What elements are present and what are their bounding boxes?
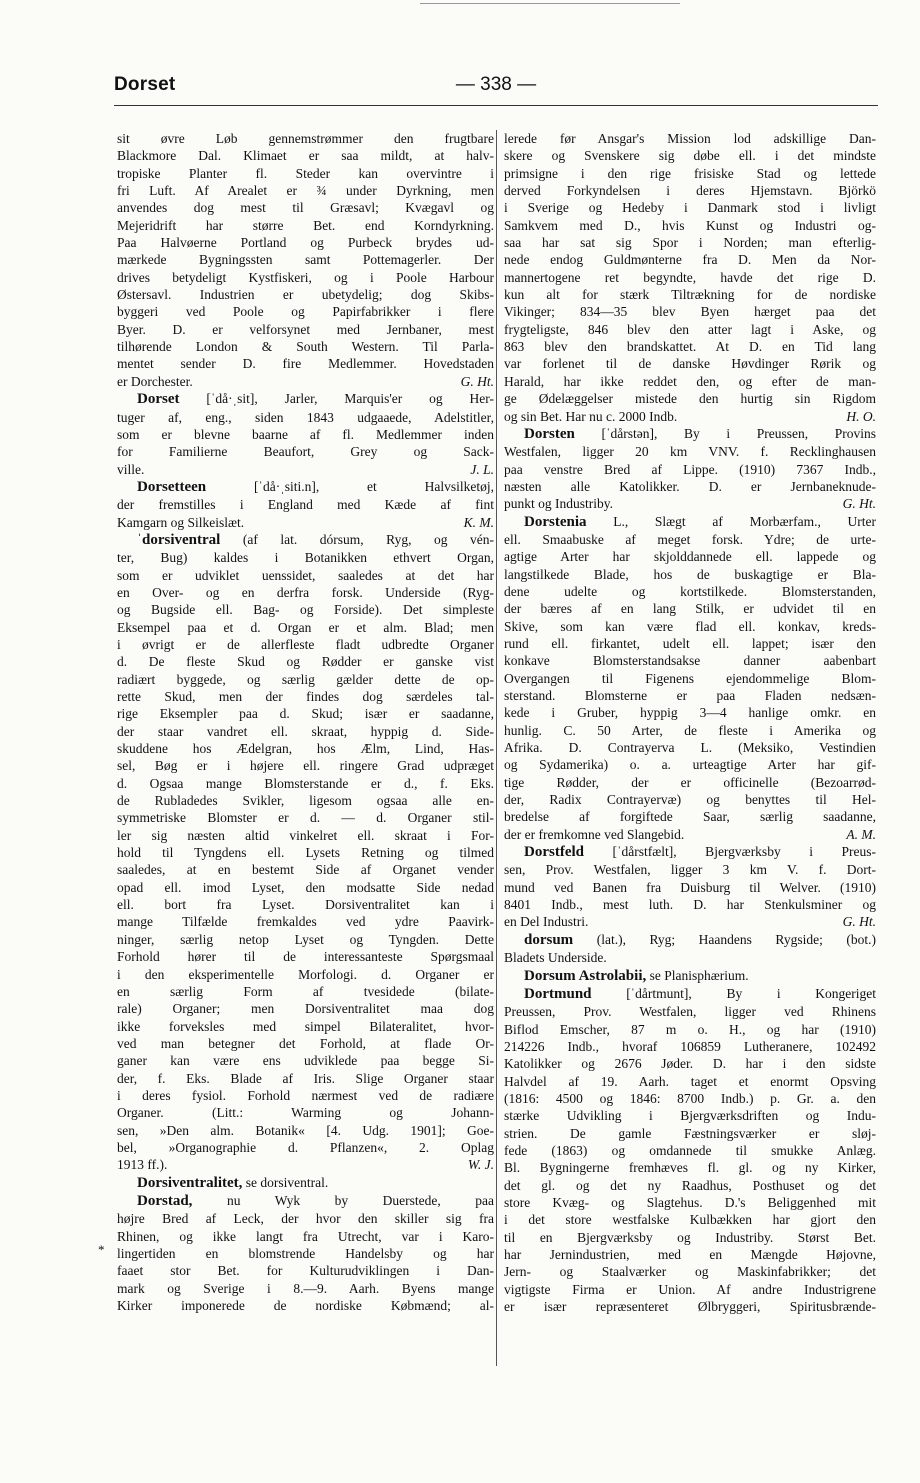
text-line: langstilkede Blade, hos de buskagtige er Bla- xyxy=(504,566,876,582)
entry-dortmund xyxy=(504,985,876,1316)
text-line: ell. Smaabuske af meget forsk. Ydre; de urte- xyxy=(504,531,876,547)
top-edge-line xyxy=(420,3,680,4)
text-line: Paa Halvøerne Portland og Purbeck brydes ud- xyxy=(117,235,494,251)
text-line: Eksempel paa et d. Organ er et alm. Blad; men xyxy=(117,619,494,635)
text-line: til en Bjergværksby og Industriby. Størst Bet. xyxy=(504,1229,876,1245)
text-line: byggeri ved Poole og Papirfabrikker i flere xyxy=(117,304,494,320)
text-line: 214226 Indb., hvoraf 106859 Lutheranere, 102492 xyxy=(504,1038,876,1054)
entry-line: der fremstilles i England med Kæde af fint xyxy=(117,497,494,513)
text-line: 8401 Indb., mest luth. D. har Stenkulsminer og xyxy=(504,897,876,913)
text-line: saaledes, at en bestemt Side af Organet vender xyxy=(117,862,494,878)
entry-dorsetteen xyxy=(117,478,494,531)
entry-last-line xyxy=(504,826,876,843)
column-divider xyxy=(496,130,497,1366)
text-line: Harald, har ikke reddet den, og efter de man- xyxy=(504,373,876,389)
entry-text: en Del Industri. xyxy=(504,914,589,930)
text-line: ler sig næsten altid vinkelret ell. skraat i For- xyxy=(117,827,494,843)
text-line: opad ell. imod Lyset, den modsatte Side nedad xyxy=(117,879,494,895)
text-line: 863 blev den brandskattet. At D. en Tid lang xyxy=(504,339,876,355)
right-column xyxy=(504,130,876,1315)
text-line: som er udviklet uenssidet, saaledes at det har xyxy=(117,567,494,583)
entry-text: der er fremkomne ved Slangebid. xyxy=(504,826,685,842)
headword: Dorstad, xyxy=(137,1192,193,1209)
headword: Dorsum Astrolabii, xyxy=(524,967,647,984)
text-line: i deres fysiol. Forhold nærmest ved de radiære xyxy=(117,1087,494,1103)
text-line: ell. bort fra Lyset. Dorsiventralitet kan i xyxy=(117,897,494,913)
text-line: sen, »Den alm. Botanik« [4. Udg. 1901]; Goe- xyxy=(117,1122,494,1138)
text-line: tige Rødder, der er officinelle (Bezoarrød- xyxy=(504,774,876,790)
text-line: agtige Arter har skjolddannede ell. lappede og xyxy=(504,549,876,565)
text-line: rige Eksempler paa d. Skud; især er saadanne, xyxy=(117,706,494,722)
entry-body xyxy=(504,443,876,495)
signed-line xyxy=(504,408,876,425)
entry-first-line xyxy=(504,931,876,949)
text-line: frygteligste, 846 blev den atter lagt i Aske, og xyxy=(504,321,876,337)
entry-dorset xyxy=(117,390,494,478)
author-signature: A. M. xyxy=(846,826,876,842)
text-line: og Bugside ell. Bag- og Forside). Det simpleste xyxy=(117,602,494,618)
entry-first-line xyxy=(117,478,494,496)
text-line: Overgangen til Figenens ejendommelige Blom- xyxy=(504,670,876,686)
entry-dorsten xyxy=(504,425,876,513)
entry-dorstfeld xyxy=(504,843,876,931)
text-line: saa har sat sig Spor i Norden; man efterlig- xyxy=(504,235,876,251)
text-line: rund ell. firkantet, udelt ell. lappet; især den xyxy=(504,635,876,651)
text-line: der bæres af en lang Stilk, er udvidet til en xyxy=(504,601,876,617)
entry-text: [ˈdårstən], By i Preussen, Provins xyxy=(601,425,876,441)
text-line: lerede før Ansgar's Mission lod adskillige Dan- xyxy=(504,131,876,146)
author-signature: J. L. xyxy=(470,461,494,477)
entry-first-line xyxy=(504,425,876,443)
author-signature: G. Ht. xyxy=(842,496,876,512)
text-line: Bl. Bygningerne fremhæves fl. gl. og ny Kirker, xyxy=(504,1160,876,1176)
text-line: og Sydamerika) o. a. urteagtige Arter har gif- xyxy=(504,757,876,773)
text-line: hold til Tyngdens ell. Lysets Retning og tilmed xyxy=(117,845,494,861)
entry-text: (lat.), Ryg; Haandens Rygside; (bot.) xyxy=(596,931,876,947)
text-line: i øvrigt er de allerfleste fladt udbredte Organer xyxy=(117,636,494,652)
text-line: ved man betegner det Forhold, at flade Or- xyxy=(117,1035,494,1051)
text-line: tropiske Planter fl. Steder kan overvintre i xyxy=(117,165,494,181)
entry-body xyxy=(504,531,876,826)
author-signature: H. O. xyxy=(846,408,876,424)
headword: Dorstfeld xyxy=(524,844,584,861)
headword: Dorsiventralitet, xyxy=(137,1174,243,1191)
entry-first-line xyxy=(504,985,876,1003)
entry-dorsum xyxy=(504,931,876,967)
page-number: — 338 — xyxy=(455,74,537,95)
text-line: primsigne i den rige frisiske Stad og lettede xyxy=(504,165,876,181)
text-line: det gl. og det ny Raadhus, Posthuset og det xyxy=(504,1177,876,1193)
text-line: i det store westfalske Kulbækken har gjort den xyxy=(504,1212,876,1228)
cross-reference: se Planisphærium. xyxy=(649,967,749,983)
text-line: skuddene hos Ædelgran, hos Ælm, Lind, Has- xyxy=(117,741,494,757)
text-line: Blackmore Dal. Klimaet er saa mildt, at halv- xyxy=(117,148,494,164)
text-line: de Rubladedes Svikler, ligesom ogsaa alle en- xyxy=(117,793,494,809)
text-line: skere og Svenskere sig døbe ell. i det mindste xyxy=(504,148,876,164)
entry-first-line xyxy=(117,390,494,408)
entry-last-line xyxy=(504,495,876,512)
text-line: kun alt for stærk Tiltrækning for de nordiske xyxy=(504,287,876,303)
text-line: derved Forkyndelsen i deres Hjemstavn. Björkö xyxy=(504,183,876,199)
text-line: rette Skud, men der findes dog særdeles tal- xyxy=(117,689,494,704)
entry-last-line xyxy=(117,1156,494,1173)
header-rule xyxy=(114,105,878,106)
entry-text: ville. xyxy=(117,461,145,477)
text-line: var forlenet til de danske Høvdinger Rørik og xyxy=(504,356,876,372)
text-line: strien. De gamle Fæstningsværker er sløj- xyxy=(504,1125,876,1141)
text-line: radiært byggede, og særlig gælder dette de op- xyxy=(117,671,494,687)
text-line: sel, Bøg er i højere ell. ringere Grad udpræget xyxy=(117,758,494,774)
text-line: hunlig. C. 50 Arter, de fleste i Amerika og xyxy=(504,722,876,738)
entry-dorstad xyxy=(117,1192,494,1314)
entry-text: (af lat. dórsum, Ryg, og vén- xyxy=(242,531,494,547)
text-line: ikke forveksles med simpel Bilateralitet, hvor- xyxy=(117,1018,494,1034)
entry-text: L., Slægt af Morbærfam., Urter xyxy=(613,513,876,529)
headword: dorsum xyxy=(524,931,574,948)
text-line: mark og Sverige i 8.—9. Aarh. Byens mange xyxy=(117,1280,494,1296)
entry-text: [ˈdå·ˌsit], Jarler, Marquis'er og Her- xyxy=(206,391,494,407)
cross-reference: se dorsiventral. xyxy=(245,1174,329,1190)
headword: Dorset xyxy=(137,391,180,408)
entry-last-line xyxy=(504,913,876,930)
text-line: drives betydeligt Kystfiskeri, og i Poole Harbour xyxy=(117,269,494,285)
text-line: mentet sender D. fire Medlemmer. Hovedstaden xyxy=(117,356,494,372)
signed-line xyxy=(117,373,494,390)
text-line: i den eksperimentelle Morfologi. d. Organer er xyxy=(117,966,494,982)
author-signature: G. Ht. xyxy=(842,914,876,930)
entry-text: Kamgarn og Silkeislæt. xyxy=(117,514,245,530)
entry-first-line xyxy=(504,513,876,531)
text-line: Vikinger; 834—35 blev Byen hærget paa det xyxy=(504,304,876,320)
text-line: Katolikker og 2676 Jøder. D. har i den sidste xyxy=(504,1056,876,1072)
headword: Dorstenia xyxy=(524,513,587,530)
text-line: sit øvre Løb gennemstrømmer den frugtbare xyxy=(117,131,494,146)
text-line: symmetriske Blomster er d. — d. Organer stil- xyxy=(117,810,494,826)
text-line: konkave Blomsterstandsakse danner aabenbart xyxy=(504,653,876,669)
text-line: lingertiden en blomstrende Handelsby og har xyxy=(117,1246,494,1261)
entry-last-line xyxy=(117,461,494,478)
text-line: fri Luft. Af Arealet er ¾ under Dyrkning, men xyxy=(117,183,494,199)
author-signature: K. M. xyxy=(463,514,494,530)
text-line: sterstand. Blomsterne er paa Fladen nedsæn- xyxy=(504,688,876,703)
entry-body xyxy=(504,1003,876,1315)
entry-last-line xyxy=(117,514,494,531)
text-line: mange Tilfælde fremkaldes ved ydre Paavirk- xyxy=(117,914,494,930)
text-line: (1816: 4500 og 1846: 8700 Indb.) p. Gr. a. den xyxy=(504,1090,876,1106)
text-line: Forhold hører til de interessanteste Spørgsmaal xyxy=(117,949,494,965)
signed-line-text: og sin Bet. Har nu c. 2000 Indb. xyxy=(504,408,678,424)
entry-body xyxy=(117,549,494,1156)
text-line: Organer. (Litt.: Warming og Johann- xyxy=(117,1105,494,1121)
text-line: Biflod Emscher, 87 m o. H., og har (1910) xyxy=(504,1021,876,1037)
entry-body xyxy=(504,861,876,913)
headword: Dortmund xyxy=(524,985,592,1002)
text-line: Halvdel af 19. Aarh. taget et enormt Opsving xyxy=(504,1073,876,1089)
text-line: mannertogene ret begyndte, havde det rige D. xyxy=(504,269,876,285)
page-header xyxy=(114,74,878,104)
text-line: har Jernindustrien, med en Mængde Højovne, xyxy=(504,1247,876,1262)
text-line: vigtigste Firma er Union. Af andre Industrigrene xyxy=(504,1281,876,1297)
text-line: Jern- og Staalværker og Maskinfabrikker; det xyxy=(504,1264,876,1280)
entry-text: 1913 ff.). xyxy=(117,1157,168,1173)
text-line: Mejeridrift har større Bet. end Korndyrkning. xyxy=(117,217,494,233)
entry-text: [ˈdårstfælt], Bjergværksby i Preus- xyxy=(612,844,876,860)
entry-text: [ˈdå·ˌsiti.n], et Halvsilketøj, xyxy=(253,478,494,494)
text-line: der staar vandret ell. skraat, hyppig d. Side- xyxy=(117,723,494,739)
headword: Dorsten xyxy=(524,425,575,442)
entry-dorsiventralitet xyxy=(117,1174,494,1192)
headword: Dorsetteen xyxy=(137,478,207,495)
text-line: højre Bred af Leck, der hvor den skiller sig fra xyxy=(117,1211,494,1227)
entry-first-line xyxy=(117,1174,494,1192)
text-line: mund ved Banen fra Duisburg til Welver. (1910) xyxy=(504,879,876,895)
text-line: d. Ogsaa mange Blomsterstande er d., f. Eks. xyxy=(117,775,494,791)
text-line: fede (1863) og omdannede til smukke Anlæg. xyxy=(504,1142,876,1158)
left-column xyxy=(117,130,494,1314)
entry-dorstenia xyxy=(504,513,876,844)
text-line: Westfalen, ligger 20 km VNV. f. Recklinghausen xyxy=(504,444,876,460)
signed-line-text: er Dorchester. xyxy=(117,373,193,389)
text-line: paa venstre Bred af Lippe. (1910) 7367 Indb., xyxy=(504,461,876,477)
margin-asterisk: * xyxy=(98,1242,105,1257)
entry-first-line xyxy=(117,1192,494,1210)
entry-line: for Familierne Beaufort, Grey og Sack- xyxy=(117,444,494,460)
author-signature: W. J. xyxy=(467,1157,494,1173)
text-line: næsten alle Katolikker. D. er Jernbaneknude- xyxy=(504,478,876,494)
entry-dorsum-astrolabii xyxy=(504,967,876,985)
text-line: ganer kan være ens udviklede paa begge Si- xyxy=(117,1053,494,1069)
text-line: mærkede Bygningssten samt Pottemagerler. Der xyxy=(117,252,494,268)
text-line: Rhinen, og ikke langt fra Utrecht, var i Karo- xyxy=(117,1228,494,1244)
text-line: anvendes dog mest til Græsavl; Kvægavl og xyxy=(117,200,494,216)
author-signature: G. Ht. xyxy=(460,373,494,389)
entry-text: nu Wyk by Duerstede, paa xyxy=(226,1192,494,1208)
entry-first-line xyxy=(117,531,494,549)
text-line: Byer. D. er velforsynet med Jernbaner, mest xyxy=(117,321,494,337)
text-line: stærke Udvikling i Bjergværksdriften og Indu- xyxy=(504,1108,876,1124)
text-line: Preussen, Prov. Westfalen, ligger ved Rhinens xyxy=(504,1004,876,1020)
entry-first-line xyxy=(504,843,876,861)
entry-text: punkt og Industriby. xyxy=(504,496,613,512)
text-line: en Over- og en derfra forsk. Underside (Ryg- xyxy=(117,584,494,600)
text-line: bredelse af forgiftede Saar, særlig saadanne, xyxy=(504,809,876,825)
dorstad-continuation xyxy=(504,130,876,408)
text-line: ninger, særlig netop Lyset og Tyngden. Dette xyxy=(117,931,494,947)
text-line: ge Ødelæggelser mistede den hurtig sin Rigdom xyxy=(504,391,876,407)
text-line: der, Radix Contrayervæ) og benyttes til Hel- xyxy=(504,792,876,808)
entry-text: [ˈdårtmunt], By i Kongeriget xyxy=(626,985,876,1001)
text-line: store Kvæg- og Slagtehus. D.'s Beliggenhed mit xyxy=(504,1194,876,1210)
text-line: Kirker imponerede de nordiske Købmænd; al- xyxy=(117,1298,494,1314)
text-line: er især repræsenteret Ølbryggeri, Spiritusbrænde- xyxy=(504,1299,876,1315)
text-line: d. De fleste Skud og Rødder er ganske vist xyxy=(117,654,494,670)
text-line: i Sverige og Hedeby i Danmark stod i livligt xyxy=(504,200,876,216)
entry-last-line: Bladets Underside. xyxy=(504,950,607,966)
text-line: Afrika. D. Contrayerva L. (Meksiko, Vestindien xyxy=(504,740,876,756)
dorset-continuation xyxy=(117,130,494,373)
text-line: kede i Gruber, hyppig 3—4 hanlige omkr. en xyxy=(504,705,876,721)
entry-line: som er blevne baarne af fl. Medlemmer inden xyxy=(117,426,494,442)
entry-body xyxy=(117,1210,494,1314)
text-line: dene udelte og kortstilkede. Blomsterstanden, xyxy=(504,583,876,599)
text-line: ter, Bug) kaldes i Botanikken ethvert Organ, xyxy=(117,550,494,566)
text-line: Skive, som kan være flad ell. konkav, kreds- xyxy=(504,618,876,634)
running-head: Dorset xyxy=(114,74,176,95)
headword: ˈdorsiventral xyxy=(137,531,221,548)
text-line: sen, Prov. Westfalen, ligger 3 km V. f. Dort- xyxy=(504,862,876,878)
text-line: nede endog Guldmønterne fra D. Men da Nor- xyxy=(504,252,876,268)
entry-line: tuger af, eng., siden 1843 udgaaede, Adelstitler, xyxy=(117,409,494,425)
text-line: Samkvem med D., hvis Kunst og Industri og- xyxy=(504,217,876,233)
text-line: faaet stor Bet. for Kulturudviklingen i Dan- xyxy=(117,1263,494,1279)
entry-dorsiventral xyxy=(117,531,494,1174)
text-line: bel, »Organographie d. Pflanzen«, 2. Oplag xyxy=(117,1139,494,1155)
text-line: Østersavl. Industrien er ubetydelig; dog Skibs- xyxy=(117,287,494,303)
text-line: rale) Organer; men Dorsiventralitet maa dog xyxy=(117,1001,494,1017)
text-line: der, f. Eks. Blade af Iris. Slige Organer staar xyxy=(117,1070,494,1086)
text-line: tilhørende London & South Western. Til Parla- xyxy=(117,339,494,355)
text-line: en særlig Form af tvesidede (bilate- xyxy=(117,983,494,999)
entry-first-line xyxy=(504,967,876,985)
